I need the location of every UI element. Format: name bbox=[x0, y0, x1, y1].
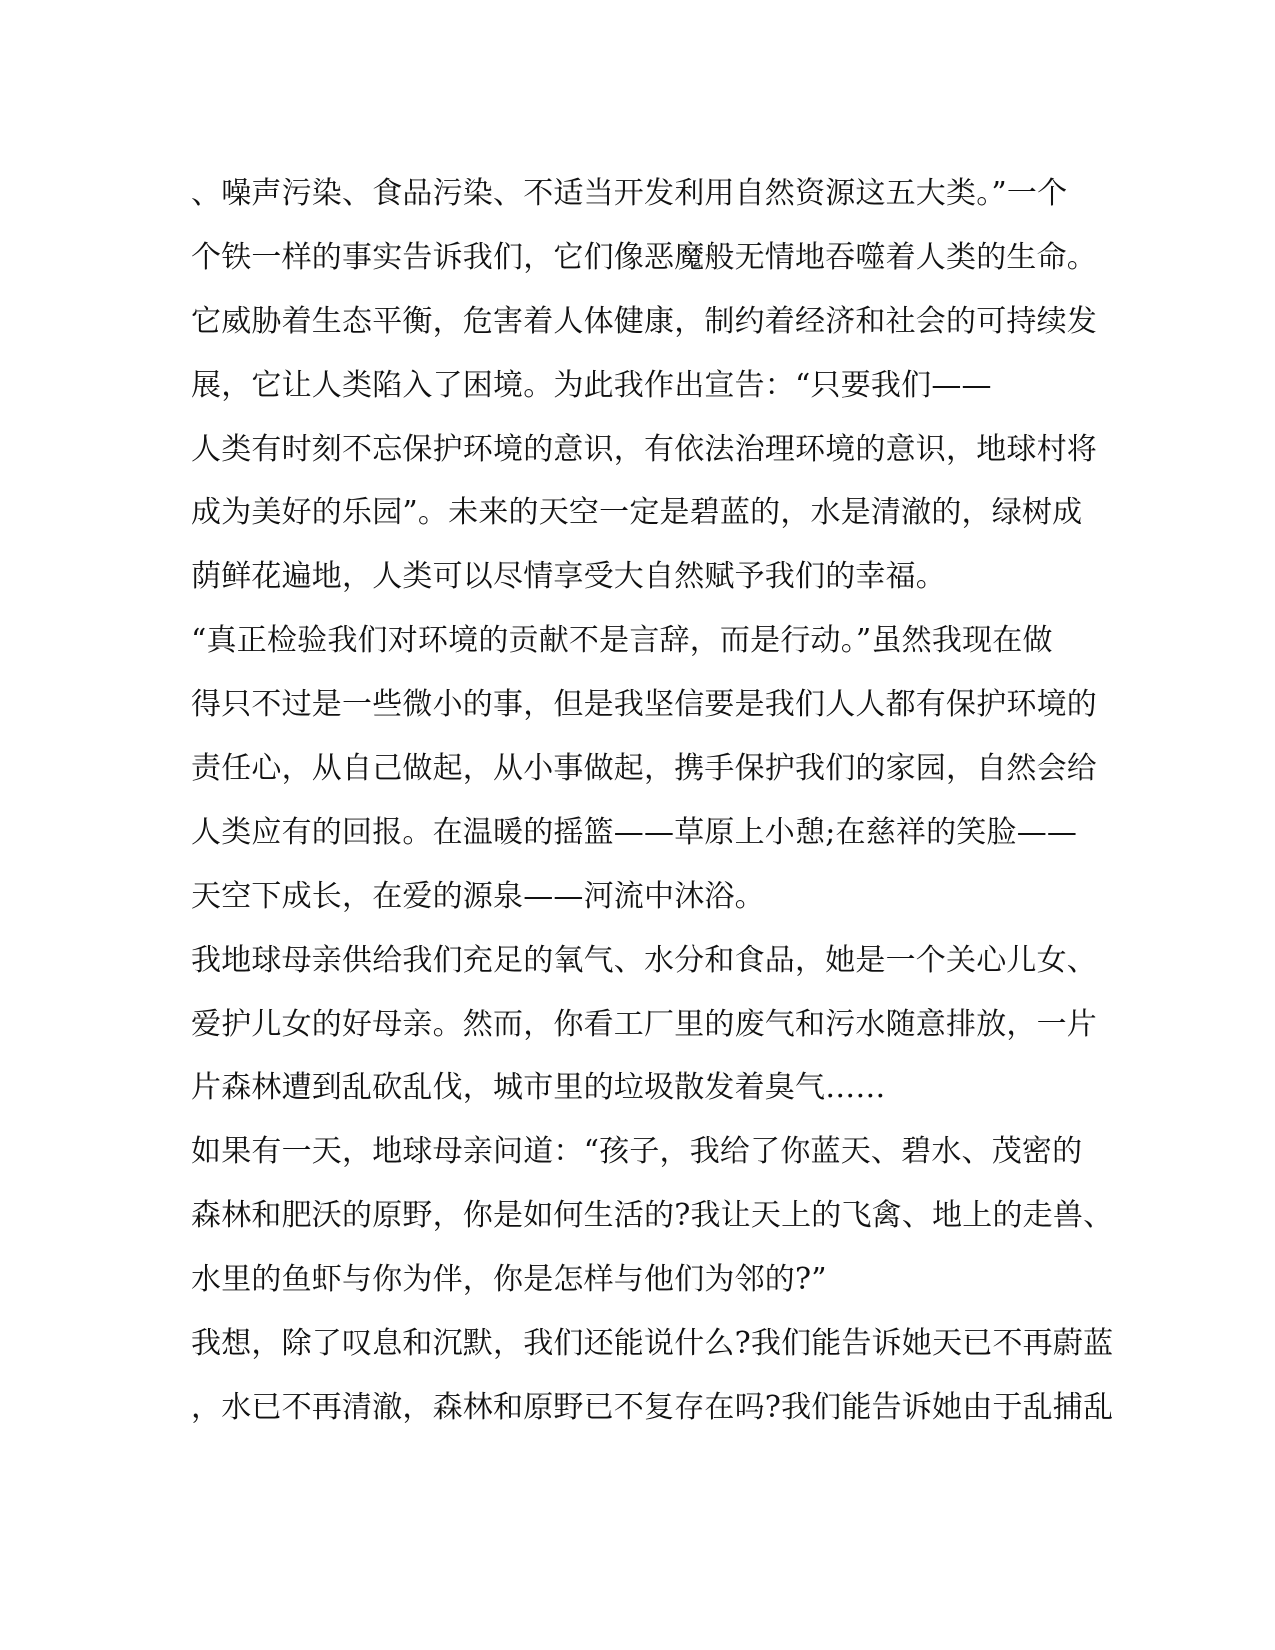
text-line: 得只不过是一些微小的事，但是我坚信要是我们人人都有保护环境的 bbox=[191, 687, 1097, 723]
text-line: 我想，除了叹息和沉默，我们还能说什么?我们能告诉她天已不再蔚蓝 bbox=[191, 1326, 1114, 1362]
text-line: 责任心，从自己做起，从小事做起，携手保护我们的家园，自然会给 bbox=[191, 751, 1097, 787]
text-line: 人类有时刻不忘保护环境的意识，有依法治理环境的意识，地球村将 bbox=[191, 431, 1097, 467]
text-line: 如果有一天，地球母亲问道：“孩子，我给了你蓝天、碧水、茂密的 bbox=[191, 1134, 1083, 1170]
text-line: 它威胁着生态平衡，危害着人体健康，制约着经济和社会的可持续发 bbox=[191, 303, 1097, 339]
text-line: 天空下成长，在爱的源泉——河流中沐浴。 bbox=[191, 878, 765, 914]
text-line: 成为美好的乐园”。未来的天空一定是碧蓝的，水是清澈的，绿树成 bbox=[191, 495, 1083, 531]
text-line: 人类应有的回报。在温暖的摇篮——草原上小憩;在慈祥的笑脸—— bbox=[191, 814, 1078, 850]
text-line: 展，它让人类陷入了困境。为此我作出宣告：“只要我们—— bbox=[191, 367, 992, 403]
text-line: 、噪声污染、食品污染、不适当开发利用自然资源这五大类。”一个 bbox=[191, 176, 1068, 211]
text-line: ，水已不再清澈，森林和原野已不复存在吗?我们能告诉她由于乱捕乱 bbox=[191, 1389, 1114, 1425]
text-line: 个铁一样的事实告诉我们，它们像恶魔般无情地吞噬着人类的生命。 bbox=[191, 239, 1097, 275]
text-line: 水里的鱼虾与你为伴，你是怎样与他们为邻的?” bbox=[191, 1262, 827, 1298]
text-line: 片森林遭到乱砍乱伐，城市里的垃圾散发着臭气…… bbox=[191, 1070, 886, 1106]
text-line: 森林和肥沃的原野，你是如何生活的?我让天上的飞禽、地上的走兽、 bbox=[191, 1198, 1114, 1234]
text-line: 荫鲜花遍地，人类可以尽情享受大自然赋予我们的幸福。 bbox=[191, 559, 946, 595]
text-line: “真正检验我们对环境的贡献不是言辞，而是行动。”虽然我现在做 bbox=[191, 623, 1053, 659]
text-line: 我地球母亲供给我们充足的氧气、水分和食品，她是一个关心儿女、 bbox=[191, 942, 1097, 978]
text-line: 爱护儿女的好母亲。然而，你看工厂里的废气和污水随意排放，一片 bbox=[191, 1006, 1097, 1042]
body-text bbox=[191, 162, 1114, 1440]
